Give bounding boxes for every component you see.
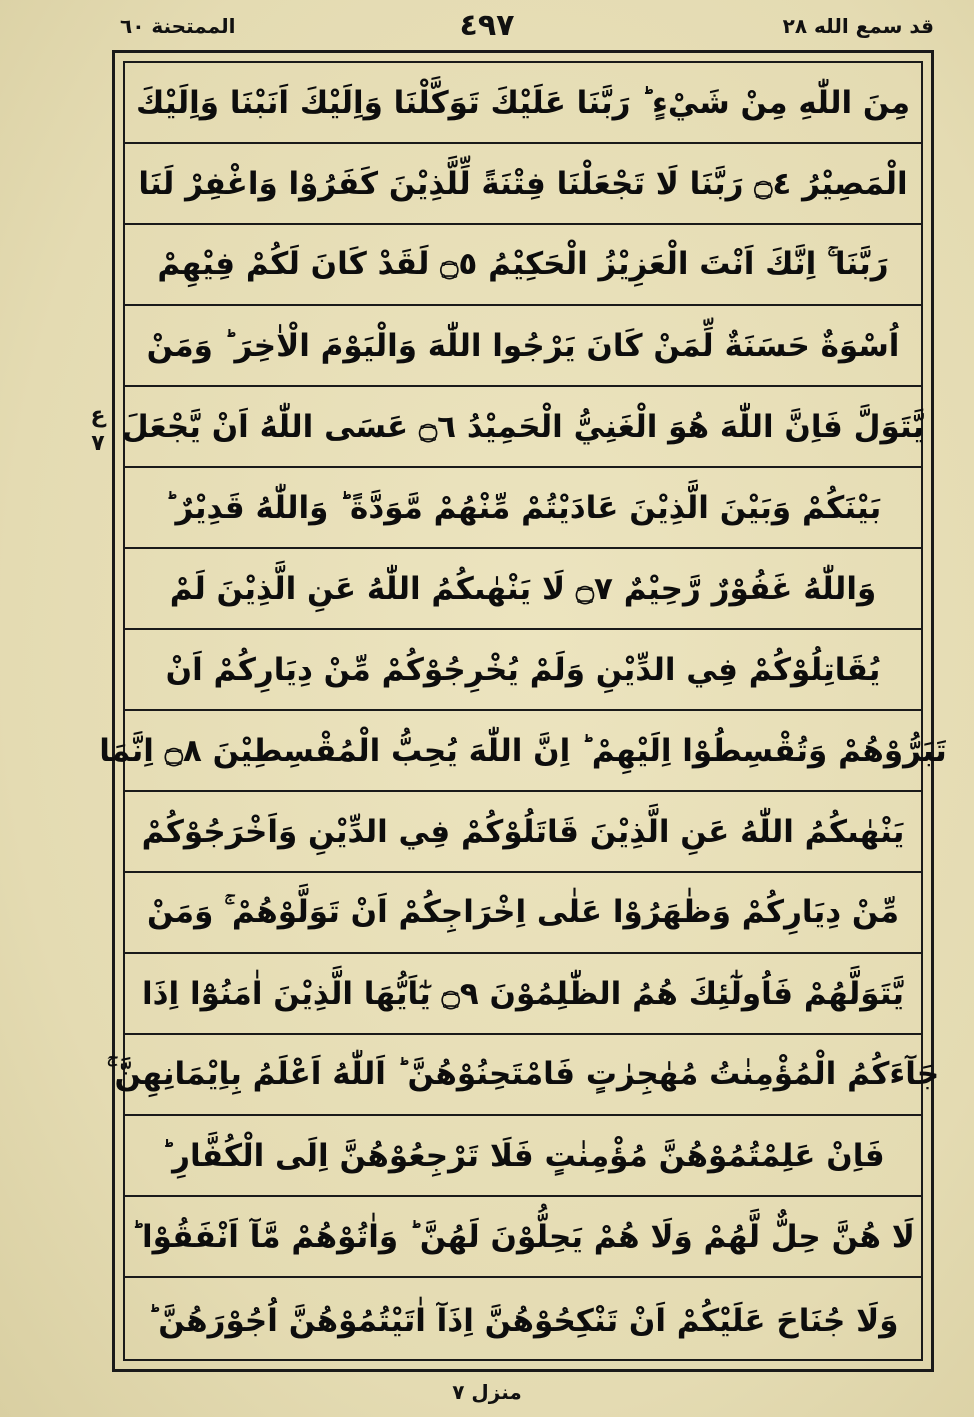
verse-line: جَآءَكُمُ الْمُؤْمِنٰتُ مُهٰجِرٰتٍ فَامْتَحِنُوْهُنَّ ؕ اَللّٰهُ اَعْلَمُ بِاِيْمَانِهِنَّ ۚ — [125, 1035, 921, 1116]
verse-line: رَبَّنَا ۚ اِنَّكَ اَنْتَ الْعَزِيْزُ الْحَكِيْمُ ۝٥ لَقَدْ كَانَ لَكُمْ فِيْهِمْ — [125, 225, 921, 306]
text-frame-inner — [99, 61, 947, 1361]
verse-line: فَاِنْ عَلِمْتُمُوْهُنَّ مُؤْمِنٰتٍ فَلَا تَرْجِعُوْهُنَّ اِلَى الْكُفَّارِ ؕ — [125, 1116, 921, 1197]
ruku-mark: ع — [90, 403, 106, 428]
verse-line: مِّنْ دِيَارِكُمْ وَظٰهَرُوْا عَلٰى اِخْرَاجِكُمْ اَنْ تَوَلَّوْهُمْ ۚ وَمَنْ — [125, 873, 921, 954]
juz-name: قد سمع الله ٢٨ — [782, 14, 934, 38]
verse-line: مِنَ اللّٰهِ مِنْ شَيْءٍ ؕ رَبَّنَا عَلَيْكَ تَوَكَّلْنَا وَاِلَيْكَ اَنَبْنَا وَاِلَيْكَ — [125, 63, 921, 144]
ruku-marker — [84, 402, 112, 492]
verse-line: يُقَاتِلُوْكُمْ فِي الدِّيْنِ وَلَمْ يُخْرِجُوْكُمْ مِّنْ دِيَارِكُمْ اَنْ — [125, 630, 921, 711]
verse-line: اُسْوَةٌ حَسَنَةٌ لِّمَنْ كَانَ يَرْجُوا اللّٰهَ وَالْيَوْمَ الْاٰخِرَ ؕ وَمَنْ — [125, 306, 921, 387]
verse-line: الْمَصِيْرُ ۝٤ رَبَّنَا لَا تَجْعَلْنَا فِتْنَةً لِّلَّذِيْنَ كَفَرُوْا وَاغْفِرْ لَنَا — [125, 144, 921, 225]
page-number: ٤٩٧ — [459, 8, 515, 43]
verse-line: يَّتَوَلَّهُمْ فَاُولٰٓئِكَ هُمُ الظّٰلِمُوْنَ ۝٩ يٰٓاَيُّهَا الَّذِيْنَ اٰمَنُوْٓا اِذَا — [125, 954, 921, 1035]
verse-line: يَنْهٰىكُمُ اللّٰهُ عَنِ الَّذِيْنَ قَاتَلُوْكُمْ فِي الدِّيْنِ وَاَخْرَجُوْكُمْ — [125, 792, 921, 873]
verse-line: تَبَرُّوْهُمْ وَتُقْسِطُوْا اِلَيْهِمْ ؕ اِنَّ اللّٰهَ يُحِبُّ الْمُقْسِطِيْنَ ۝٨ اِنَّمَا — [125, 711, 921, 792]
verse-line: وَلَا جُنَاحَ عَلَيْكُمْ اَنْ تَنْكِحُوْهُنَّ اِذَآ اٰتَيْتُمُوْهُنَّ اُجُوْرَهُنَّ ؕ — [147, 1302, 899, 1339]
ruku-number: ٧ — [91, 431, 105, 456]
manzil-footer: منزل ٧ — [452, 1380, 522, 1404]
verse-line: لَا هُنَّ حِلٌّ لَّهُمْ وَلَا هُمْ يَحِلُّوْنَ لَهُنَّ ؕ وَاٰتُوْهُمْ مَّآ اَنْفَقُوْا ؕ — [125, 1197, 921, 1278]
verse-line: وَاللّٰهُ غَفُوْرٌ رَّحِيْمٌ ۝٧ لَا يَنْهٰىكُمُ اللّٰهُ عَنِ الَّذِيْنَ لَمْ — [125, 549, 921, 630]
text-frame — [99, 50, 947, 1372]
verse-line: بَيْنَكُمْ وَبَيْنَ الَّذِيْنَ عَادَيْتُمْ مِّنْهُمْ مَّوَدَّةً ؕ وَاللّٰهُ قَدِيْرٌ ؕ — [125, 468, 921, 549]
verse-line: يَّتَوَلَّ فَاِنَّ اللّٰهَ هُوَ الْغَنِيُّ الْحَمِيْدُ ۝٦ عَسَى اللّٰهُ اَنْ يَّجْعَلَ — [125, 387, 921, 468]
verse-lines — [99, 63, 947, 1359]
page-header — [0, 8, 974, 48]
surah-name: الممتحنة ٦٠ — [120, 14, 236, 38]
